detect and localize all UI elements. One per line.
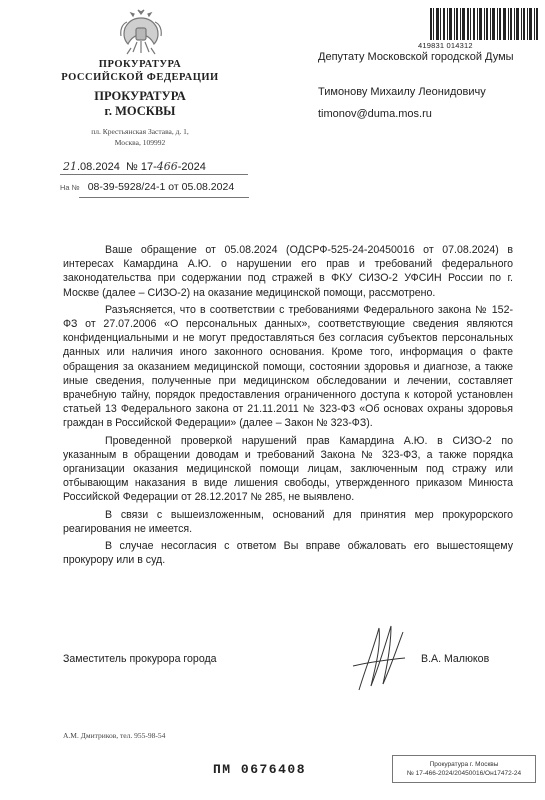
org-line-3: ПРОКУРАТУРА bbox=[94, 89, 186, 103]
date-underline bbox=[60, 174, 248, 175]
paragraph-2: Разъясняется, что в соответствии с требованиями Федерального закона № 152-ФЗ от 27.07.2006 «О персональных данных», соответствующие сведения являются конфиденциальными и не могут предоставляться без согласия субъектов персональных данных или наличия иного законного основания. Кроме того, информация о факте обращения за оказанием медицинской помощи, состоянии здоровья и диагнозе, а также иные сведения, полученные при медицинском обследовании и лечении, составляет врачебную тайну, порядок предоставления ограниченного доступа к которой установлен статьей 13 Федерального закона от 21.11.2011 № 323-ФЗ «Об основах охраны здоровья граждан в Российской Федерации» (далее – Закон № 323-ФЗ). bbox=[63, 303, 513, 430]
org-line-2: РОССИЙСКОЙ ФЕДЕРАЦИИ bbox=[61, 72, 219, 83]
prosecutor-office-moscow-title bbox=[40, 89, 240, 119]
executor-info: А.М. Дмитриков, тел. 955-98-54 bbox=[63, 731, 166, 740]
reference-underline bbox=[79, 197, 249, 198]
recipient-email: timonov@duma.mos.ru bbox=[318, 108, 432, 120]
double-headed-eagle-icon bbox=[119, 8, 163, 58]
number-prefix: 17- bbox=[140, 161, 157, 173]
org-line-4: г. МОСКВЫ bbox=[104, 104, 176, 118]
barcode bbox=[430, 8, 540, 44]
org-line-1: ПРОКУРАТУРА bbox=[98, 59, 182, 70]
handwritten-signature-icon bbox=[345, 620, 425, 695]
letter-body bbox=[63, 243, 513, 570]
office-address bbox=[40, 126, 240, 148]
reference-value: 08-39-5928/24-1 от 05.08.2024 bbox=[87, 181, 235, 193]
signer-name: В.А. Малюков bbox=[421, 653, 490, 665]
paragraph-3: Проведенной проверкой нарушений прав Камардина А.Ю. в СИЗО-2 по указанным в обращении доводам и требований Закона № 323-ФЗ, а также порядка организации оказания медицинской помощи лицам, заключенным под стражу или отбывающим наказания в виде лишения свободы, утвержденного приказом Минюста Российской Федерации от 28.12.2017 № 285, не выявлено. bbox=[63, 434, 513, 504]
number-suffix: -2024 bbox=[177, 161, 206, 173]
form-serial-number: ПМ 0676408 bbox=[213, 762, 307, 777]
barcode-number: 419831 014312 bbox=[418, 41, 473, 50]
recipient-title: Депутату Московской городской Думы bbox=[318, 51, 514, 63]
recipient-name: Тимонову Михаилу Леонидовичу bbox=[318, 86, 486, 98]
paragraph-1: Ваше обращение от 05.08.2024 (ОДСРФ-525-24-20450016 от 07.08.2024) в интересах Камардина А.Ю. о нарушении его прав и требований федерального законодательства при содержании под стражей в ФКУ СИЗО-2 УФСИН России по г. Москве (далее – СИЗО-2) на оказание медицинской помощи, рассмотрено. bbox=[63, 244, 513, 299]
number-label: № bbox=[125, 161, 138, 173]
number-handwritten: 466 bbox=[156, 160, 178, 173]
date-day-handwritten: 21 bbox=[63, 160, 77, 173]
stamp-line-2: № 17-466-2024/20450016/Он17472-24 bbox=[406, 770, 522, 777]
reference-label: На № bbox=[60, 183, 80, 192]
paragraph-5: В случае несогласия с ответом Вы вправе обжаловать его вышестоящему прокурору или в суд. bbox=[63, 540, 513, 567]
address-line-1: пл. Крестьянская Застава, д. 1, bbox=[91, 127, 189, 136]
paragraph-4: В связи с вышеизложенным, оснований для принятия мер прокурорского реагирования не имеется. bbox=[63, 508, 513, 535]
stamp-line-1: Прокуратура г. Москвы bbox=[429, 761, 499, 768]
registration-date-number bbox=[63, 160, 206, 173]
date-rest: .08.2024 bbox=[77, 161, 120, 173]
registration-stamp bbox=[392, 755, 536, 783]
signer-position: Заместитель прокурора города bbox=[63, 653, 217, 665]
reference-line bbox=[60, 181, 234, 193]
prosecutor-office-rf-title bbox=[40, 58, 240, 84]
address-line-2: Москва, 109992 bbox=[114, 138, 166, 147]
